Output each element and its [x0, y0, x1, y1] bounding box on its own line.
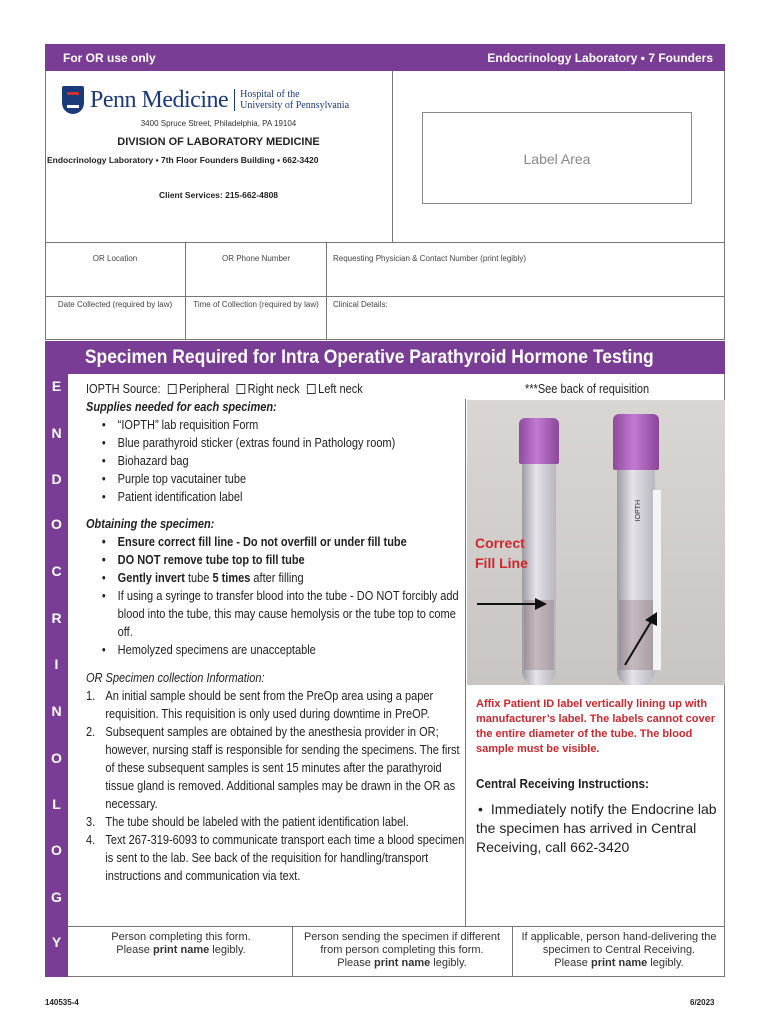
iopth-source-row: IOPTH Source: Peripheral Right neck Left neck: [86, 382, 363, 396]
side-letter: N: [51, 703, 62, 719]
arrow-right-head: [645, 612, 657, 626]
side-letter: I: [54, 656, 59, 672]
signature-sending[interactable]: Person sending the specimen if different from person completing this form. Please print name legibly.: [303, 931, 501, 969]
list-item: • Hemolyzed specimens are unacceptable: [86, 641, 464, 659]
side-letter: O: [51, 750, 62, 766]
central-receiving-heading: Central Receiving Instructions:: [476, 776, 649, 791]
form-date: 6/2023: [690, 998, 715, 1007]
list-item: • DO NOT remove tube top to fill tube: [86, 551, 464, 569]
list-item: 3. The tube should be labeled with the patient identification label.: [86, 815, 409, 829]
or-phone-field[interactable]: OR Phone Number: [221, 254, 291, 263]
side-letter: N: [51, 425, 62, 441]
list-item: • Ensure correct fill line - Do not overfill or under fill tube: [86, 533, 464, 551]
collection-heading: OR Specimen collection Information:: [86, 671, 265, 685]
arrow-right-line: [625, 620, 652, 665]
fill-line-arrows: [467, 400, 725, 685]
sig-divider-2: [512, 926, 513, 977]
side-letter: O: [51, 842, 62, 858]
supplies-heading: Supplies needed for each specimen:: [86, 400, 277, 414]
physician-field[interactable]: Requesting Physician & Contact Number (print legibly): [333, 254, 526, 263]
list-item: • “IOPTH” lab requisition Form: [86, 416, 464, 434]
client-services: Client Services: 215-662-4808: [158, 190, 279, 200]
penn-medicine-logo: [62, 86, 349, 114]
section-title: Specimen Required for Intra Operative Parathyroid Hormone Testing: [84, 346, 654, 368]
side-letter: E: [51, 378, 62, 394]
lab-location-label: Endocrinology Laboratory ▪ 7 Founders: [487, 50, 713, 65]
or-location-field[interactable]: OR Location: [92, 254, 138, 263]
tube-label-text: IOPTH: [635, 500, 642, 522]
list-item: 2. Subsequent samples are obtained by the anesthesia provider in OR; however, nursing staff is responsible for sending the specimens. The first of these subsequent samples is sent 15 minutes after the parathyroid tissue gland is removed. Additional samples may be drawn in the OR as necessary.: [86, 725, 460, 811]
logo-hospital: Hospital of the University of Pennsylvania: [234, 89, 349, 111]
sig-divider-1: [292, 926, 293, 977]
signature-divider: [68, 926, 725, 927]
clinical-details-field[interactable]: Clinical Details:: [333, 300, 388, 309]
frame-right: [724, 71, 725, 242]
supplies-section: [86, 398, 464, 506]
signature-delivering[interactable]: If applicable, person hand-delivering the specimen to Central Receiving. Please print name legibly.: [521, 931, 717, 969]
header-bar: [45, 44, 725, 71]
logo-brand: Penn Medicine: [90, 86, 229, 113]
list-item: • If using a syringe to transfer blood into the tube - DO NOT forcibly add blood into the tube, this may cause hemolysis or the tube top to come off.: [86, 587, 464, 641]
tube-photo: [467, 400, 725, 685]
side-letter: C: [51, 563, 62, 579]
side-letter: D: [51, 471, 62, 487]
form-number: 140535-4: [45, 998, 79, 1007]
main-col-divider: [465, 399, 466, 926]
obtaining-heading: Obtaining the specimen:: [86, 517, 215, 531]
left-neck-checkbox[interactable]: [307, 384, 316, 394]
side-letter: L: [52, 796, 61, 812]
peripheral-checkbox[interactable]: [168, 384, 177, 394]
address: 3400 Spruce Street, Philadelphia, PA 19104: [140, 119, 297, 128]
list-item: • Gently invert tube 5 times after filling: [86, 569, 464, 587]
grid-row-divider: [45, 296, 725, 297]
time-collection-field[interactable]: Time of Collection (required by law): [193, 300, 319, 309]
for-or-use-label: For OR use only: [63, 50, 156, 65]
supplies-list: [86, 416, 464, 506]
date-collected-field[interactable]: Date Collected (required by law): [57, 300, 173, 309]
list-item: • Purple top vacutainer tube: [86, 470, 464, 488]
frame-divider: [392, 71, 393, 242]
collection-list: [86, 687, 464, 885]
side-letter: G: [51, 889, 62, 905]
right-neck-checkbox[interactable]: [236, 384, 245, 394]
list-item: • Patient identification label: [86, 488, 464, 506]
frame-left: [45, 71, 46, 242]
list-item: • Biohazard bag: [86, 452, 464, 470]
affix-instructions: Affix Patient ID label vertically lining up with manufacturer’s label. The labels cannot cover the entire diameter of the tube. The blood sample must be visible.: [476, 698, 716, 755]
side-letter: Y: [51, 934, 62, 950]
side-letter: R: [51, 610, 62, 626]
label-area[interactable]: Label Area: [422, 112, 692, 204]
list-item: 4. Text 267-319-6093 to communicate transport each time a blood specimen is sent to the lab. See back of the requisition for handling/transport instructions and communication via text.: [86, 833, 465, 883]
arrow-left-head: [535, 598, 547, 610]
division-title: DIVISION OF LABORATORY MEDICINE: [117, 136, 320, 148]
side-letter: O: [51, 516, 62, 532]
collection-section: [86, 669, 464, 885]
penn-shield-icon: [62, 86, 84, 114]
see-back-note: ***See back of requisition: [525, 382, 650, 396]
lab-info: Endocrinology Laboratory ▪ 7th Floor Founders Building ▪ 662-3420: [47, 155, 319, 165]
list-item: • Blue parathyroid sticker (extras found in Pathology room): [86, 434, 464, 452]
grid-col-divider-2: [326, 242, 327, 340]
central-receiving-text: • Immediately notify the Endocrine lab the specimen has arrived in Central Receiving, call 662-3420: [476, 801, 717, 855]
correct-fill-line-label: Correct Fill Line: [475, 535, 528, 571]
list-item: 1. An initial sample should be sent from the PreOp area using a paper requisition. This requisition is only used during downtime in PreOP.: [86, 689, 434, 721]
signature-completing[interactable]: Person completing this form. Please print name legibly.: [111, 931, 251, 956]
obtaining-section: [86, 515, 464, 659]
